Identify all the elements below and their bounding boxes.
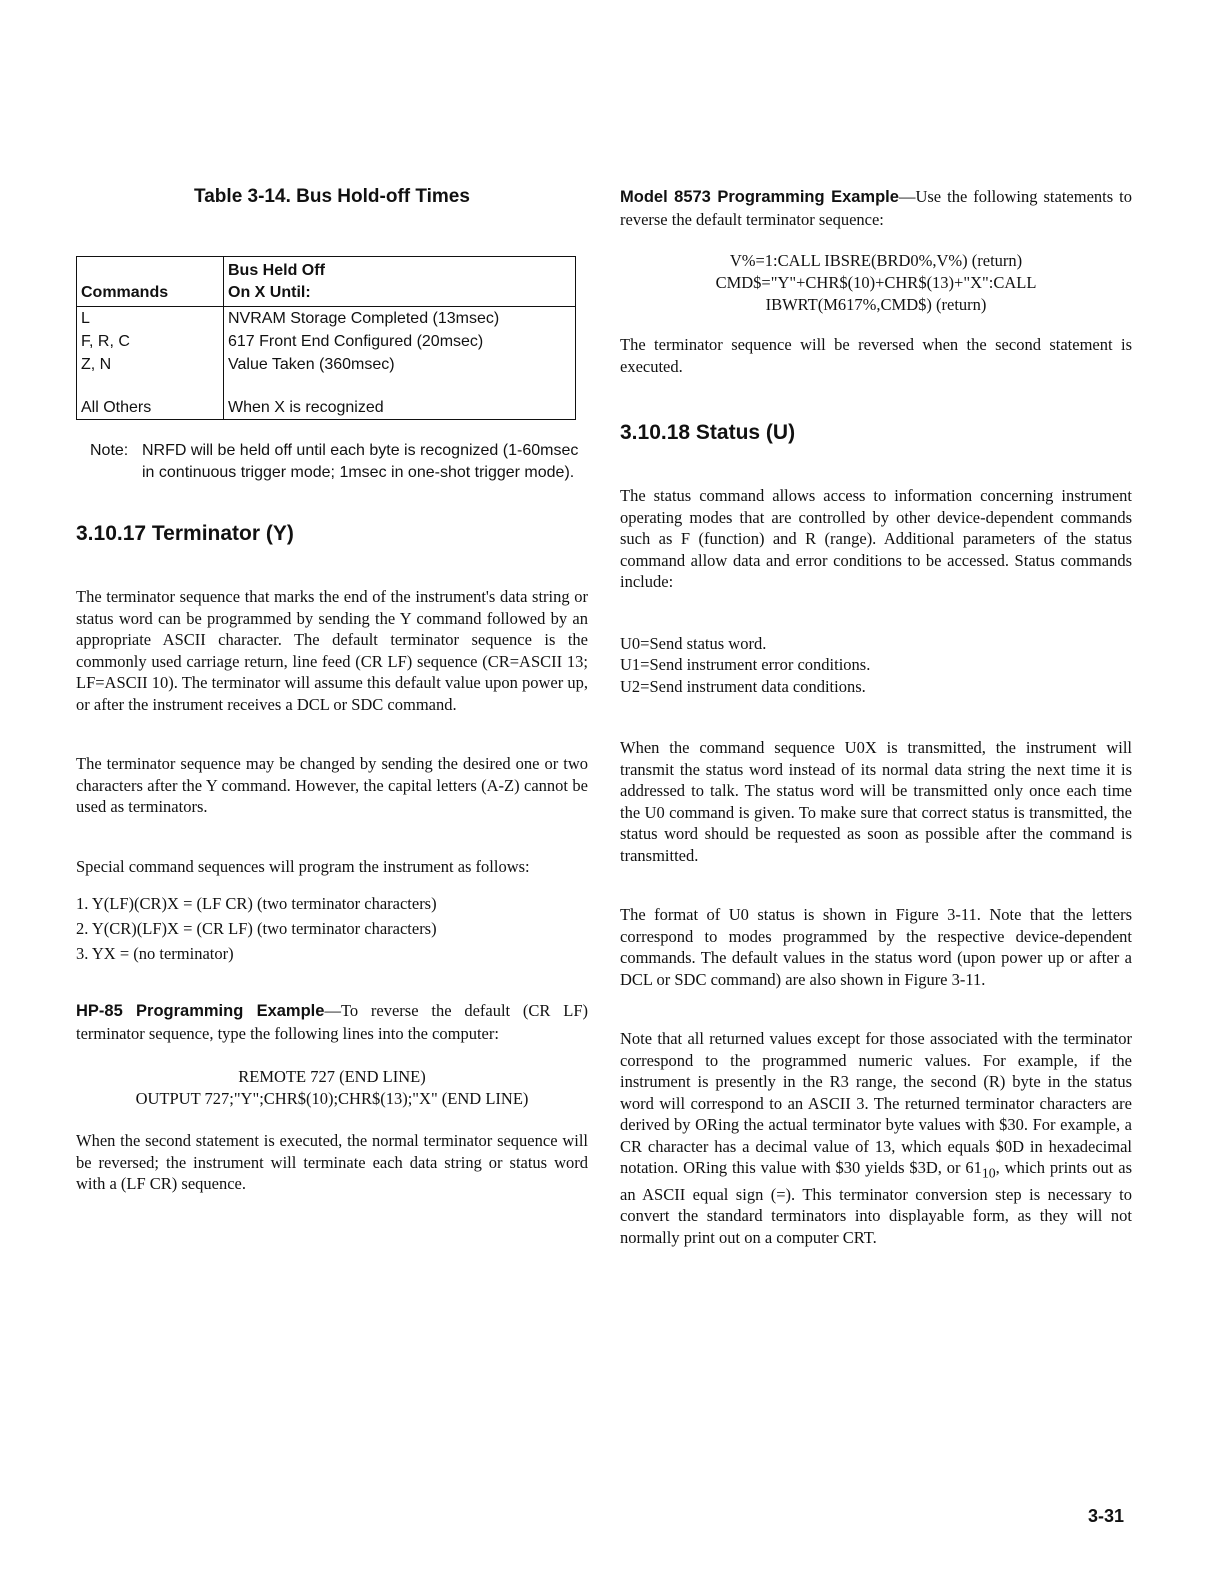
status-para-4-part-a: Note that all returned values except for those associated with the terminator correspond to the programmed numeric values. For example, if the instrument is presently in the R3 range, the second (R) byte in the status word will correspond to an ASCII 3. The returned terminator characters are derived by ORing the actual terminator byte values with $30. For example, a CR character has a decimal value of 13, which equals $0D in hexadecimal notation. ORing this value with $30 yields $3D, or 61 bbox=[620, 1029, 1132, 1177]
hp85-code-block bbox=[76, 1066, 588, 1110]
status-para-4 bbox=[620, 1028, 1132, 1248]
model8573-after-para: The terminator sequence will be reversed when the second statement is executed. bbox=[620, 335, 1132, 376]
row-held: NVRAM Storage Completed (13msec) bbox=[224, 307, 576, 331]
model8573-example-para bbox=[620, 186, 1132, 230]
list-item: U2=Send instrument data conditions. bbox=[620, 676, 866, 696]
header-bus-held-off bbox=[224, 257, 576, 307]
list-item: U1=Send instrument error conditions. bbox=[620, 655, 871, 674]
table-row bbox=[77, 353, 576, 376]
list-item: U0=Send status word. bbox=[620, 633, 767, 653]
note-label: Note: bbox=[90, 442, 129, 459]
hp85-example-para bbox=[76, 1000, 588, 1044]
status-command-list bbox=[620, 633, 1132, 698]
row-held: 617 Front End Configured (20msec) bbox=[224, 330, 576, 353]
subscript-base: 10 bbox=[981, 1165, 996, 1181]
list-item: 2. Y(CR)(LF)X = (CR LF) (two terminator characters) bbox=[76, 919, 437, 938]
heading-status: 3.10.18 Status (U) bbox=[620, 421, 796, 444]
table-header-row bbox=[77, 257, 576, 307]
table-row bbox=[77, 376, 576, 420]
right-column bbox=[620, 186, 1132, 1248]
table-title: Table 3-14. Bus Hold-off Times bbox=[194, 186, 470, 207]
row-held: When X is recognized bbox=[224, 376, 576, 420]
status-para-1: The status command allows access to information concerning instrument operating modes that are controlled by other device-dependent commands such as F (function) and R (range). Additional parameters of the status command allow data and error conditions to be accessed. Status commands include: bbox=[620, 486, 1132, 591]
special-sequence-list bbox=[76, 891, 588, 966]
code-line: OUTPUT 727;"Y";CHR$(10);CHR$(13);"X" (END LINE) bbox=[135, 1089, 529, 1108]
list-item: 3. YX = (no terminator) bbox=[76, 944, 234, 963]
model8573-code-block bbox=[620, 250, 1132, 316]
left-column bbox=[76, 186, 588, 1195]
code-line: REMOTE 727 (END LINE) bbox=[238, 1067, 426, 1086]
row-commands: All Others bbox=[81, 399, 152, 416]
terminator-para-2: The terminator sequence may be changed by sending the desired one or two characters after the Y command. However, the capital letters (A-Z) cannot be used as terminators. bbox=[76, 754, 588, 816]
model8573-example-label: Model 8573 Programming Example bbox=[620, 188, 899, 206]
terminator-para-4: When the second statement is executed, the normal terminator sequence will be reversed; the instrument will terminate each data string or status word with a (LF CR) sequence. bbox=[76, 1131, 588, 1193]
header-commands: Commands bbox=[77, 257, 224, 307]
heading-terminator: 3.10.17 Terminator (Y) bbox=[76, 522, 294, 545]
table-row bbox=[77, 307, 576, 331]
row-commands: F, R, C bbox=[81, 333, 130, 350]
note-text: NRFD will be held off until each byte is recognized (1-60msec in continuous trigger mode; 1msec in one-shot trigger mode). bbox=[142, 442, 579, 481]
row-commands: L bbox=[81, 310, 90, 327]
code-line: CMD$="Y"+CHR$(10)+CHR$(13)+"X":CALL bbox=[715, 273, 1037, 292]
terminator-para-3: Special command sequences will program the instrument as follows: bbox=[76, 856, 530, 876]
list-item: 1. Y(LF)(CR)X = (LF CR) (two terminator characters) bbox=[76, 894, 437, 913]
table-note bbox=[90, 440, 588, 484]
page-number: 3-31 bbox=[1088, 1506, 1125, 1526]
bus-holdoff-table bbox=[76, 256, 576, 420]
status-para-3: The format of U0 status is shown in Figure 3-11. Note that the letters correspond to modes programmed by the respective device-dependent commands. The default values in the status word (upon power up or after a DCL or SDC command) are also shown in Figure 3-11. bbox=[620, 905, 1132, 989]
row-commands: Z, N bbox=[81, 356, 112, 373]
hp85-example-label: HP-85 Programming Example bbox=[76, 1002, 325, 1020]
terminator-para-1: The terminator sequence that marks the end of the instrument's data string or status word can be programmed by sending the Y command followed by an appropriate ASCII character. The default terminator sequence is the commonly used carriage return, line feed (CR LF) sequence (CR=ASCII 13; LF=ASCII 10). The terminator will assume this default value upon power up, or after the instrument receives a DCL or SDC command. bbox=[76, 587, 588, 714]
model8573-example-text: —Use the following statements to reverse the default terminator sequence: bbox=[620, 187, 1132, 229]
code-line: V%=1:CALL IBSRE(BRD0%,V%) (return) bbox=[729, 251, 1023, 270]
row-held: Value Taken (360msec) bbox=[224, 353, 576, 376]
header-held-line2: On X Until: bbox=[228, 284, 311, 301]
status-para-4-part-b: , which prints out as an ASCII equal sign (=). This terminator conversion step is necessary to convert the standard terminators into displayable form, as they will not normally print out on a computer CRT. bbox=[620, 1158, 1132, 1247]
header-held-line1: Bus Held Off bbox=[228, 262, 325, 279]
code-line: IBWRT(M617%,CMD$) (return) bbox=[765, 295, 987, 314]
hp85-example-text: —To reverse the default (CR LF) terminator sequence, type the following lines into the computer: bbox=[76, 1001, 588, 1043]
status-para-2: When the command sequence U0X is transmitted, the instrument will transmit the status word instead of its normal data string the next time it is addressed to talk. The status word will be transmitted only once each time the U0 command is given. To make sure that correct status is transmitted, the status word should be requested as soon as possible after the command is transmitted. bbox=[620, 738, 1132, 865]
table-row bbox=[77, 330, 576, 353]
